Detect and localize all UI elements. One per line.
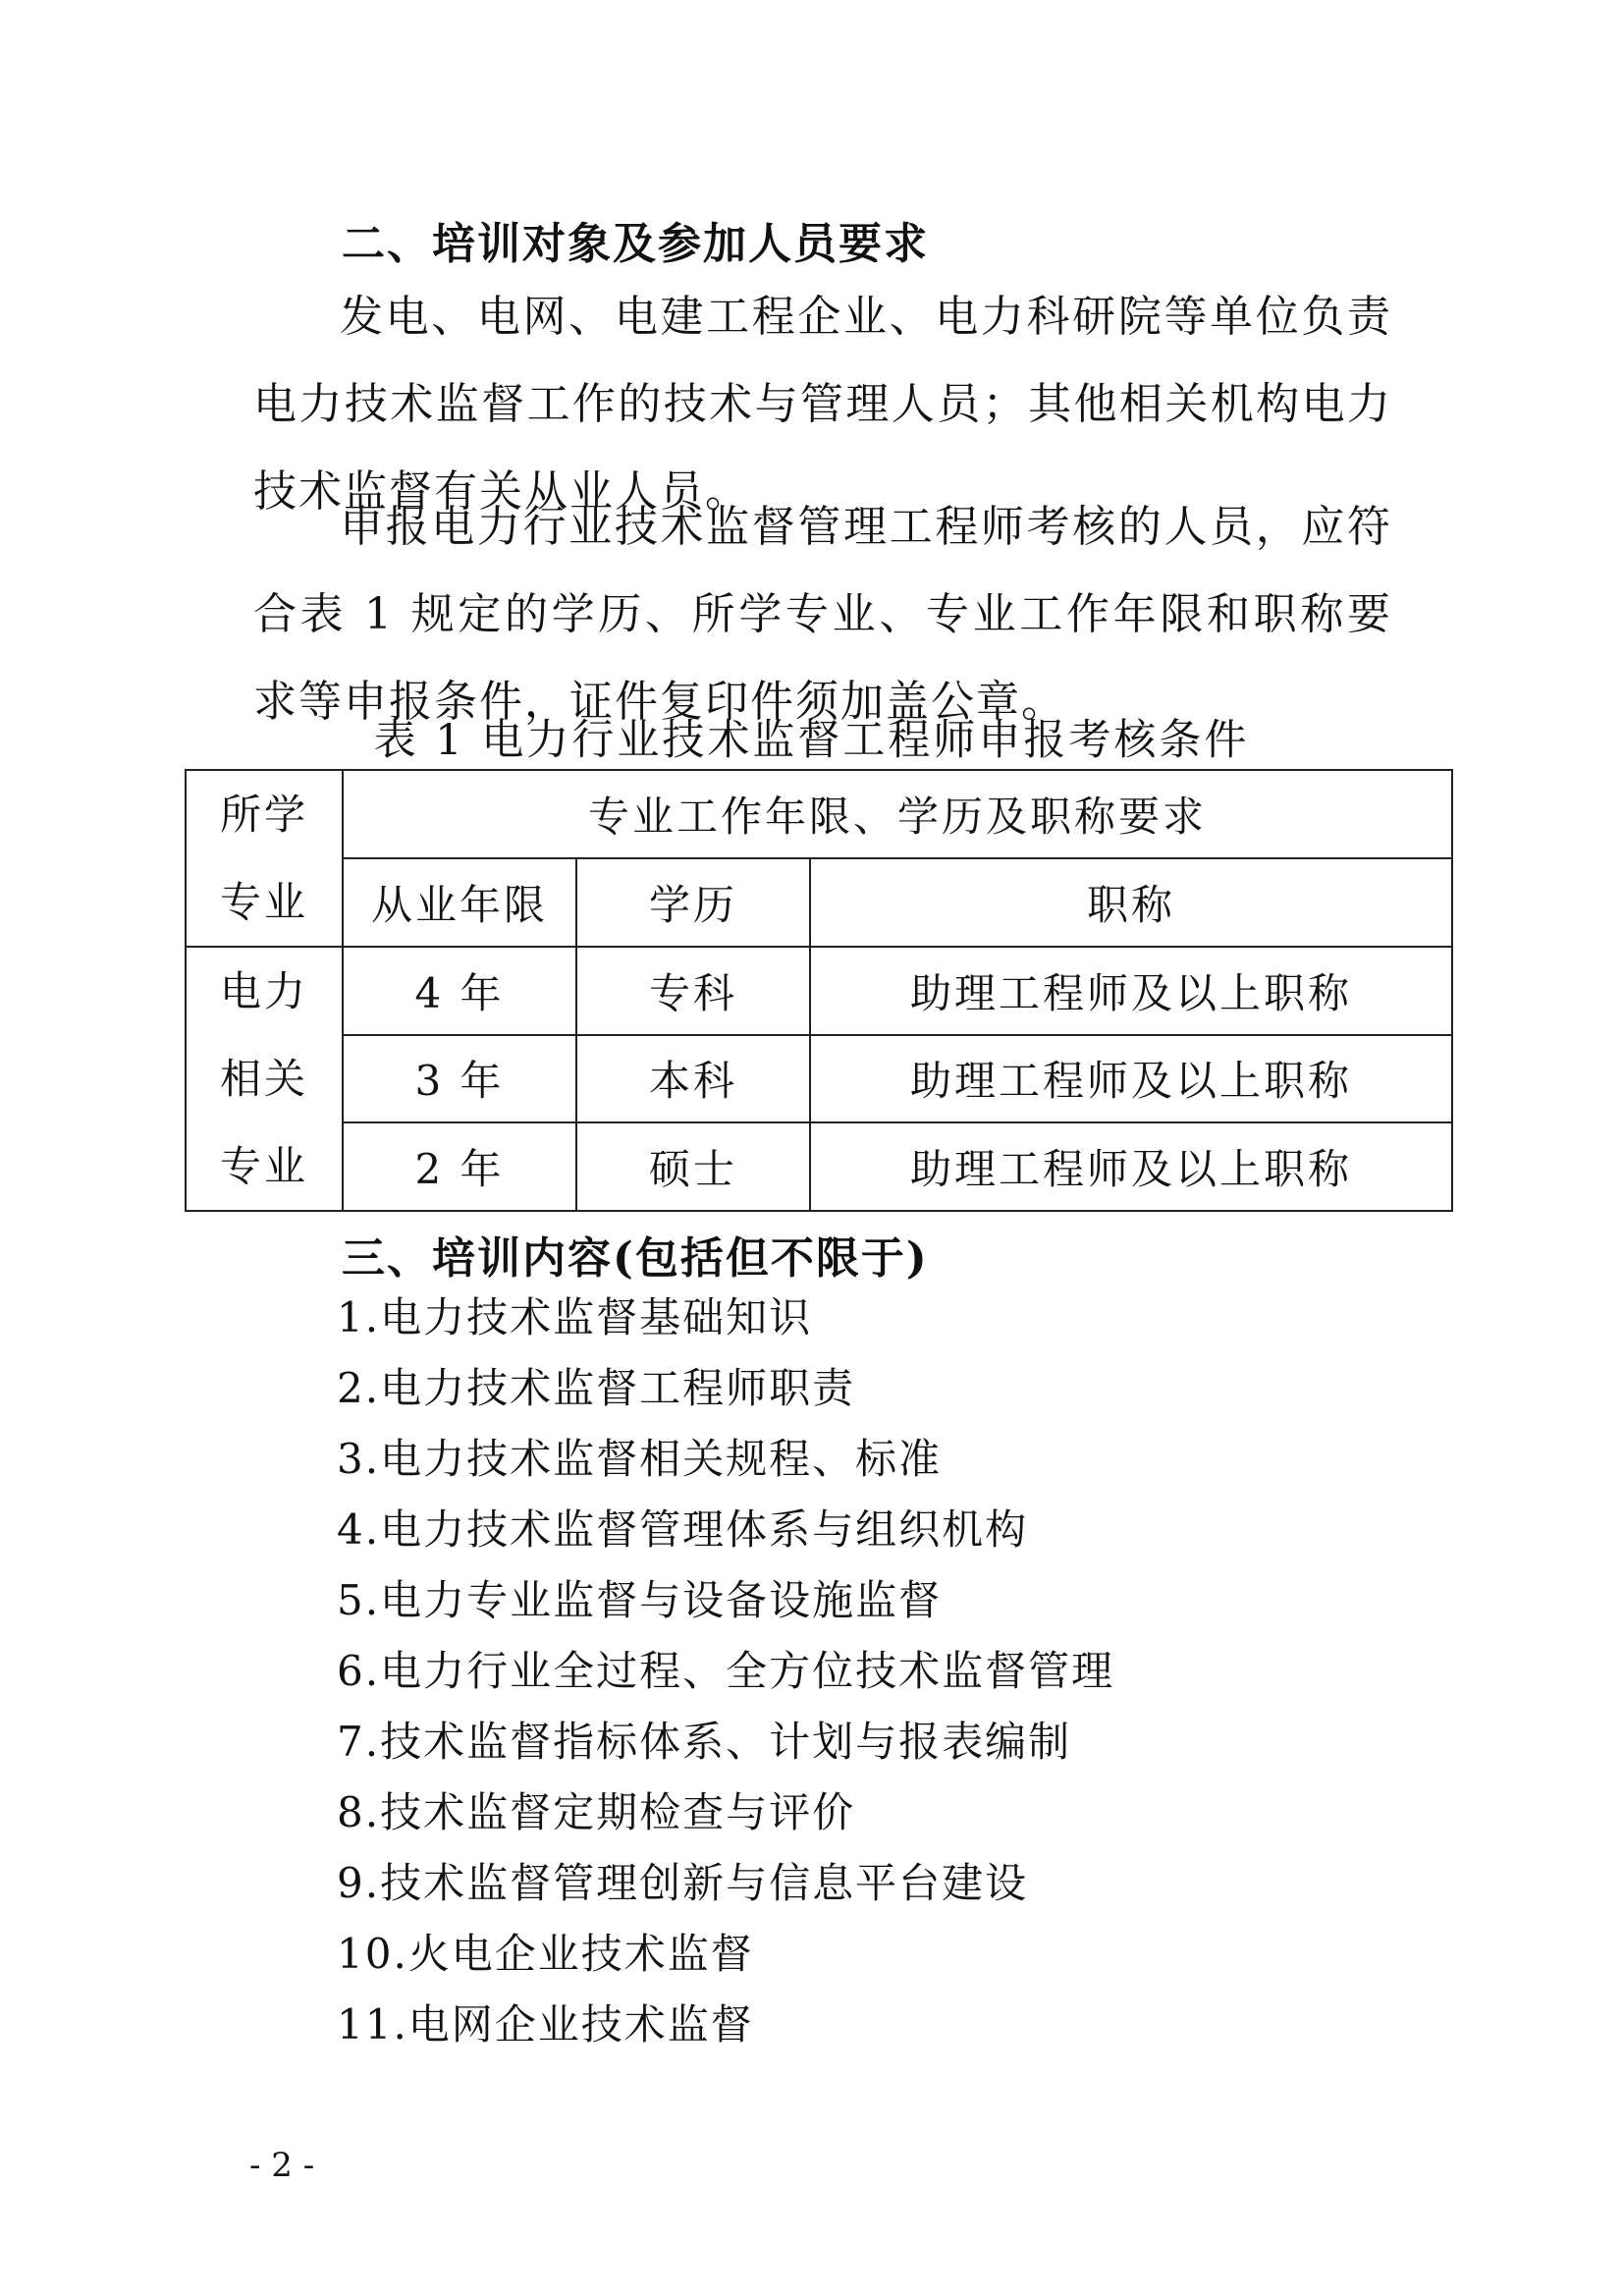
section3-heading: 三、培训内容(包括但不限于) bbox=[342, 1233, 929, 1284]
header-title: 职称 bbox=[810, 858, 1452, 947]
years-cell: 3 年 bbox=[343, 1035, 576, 1123]
section2-heading: 二、培训对象及参加人员要求 bbox=[342, 219, 929, 269]
list-item: 6.电力行业全过程、全方位技术监督管理 bbox=[337, 1647, 1115, 1695]
list-item: 8.技术监督定期检查与评价 bbox=[337, 1788, 856, 1836]
list-item: 4.电力技术监督管理体系与组织机构 bbox=[337, 1505, 1029, 1554]
header-years: 从业年限 bbox=[343, 858, 576, 947]
page-number: - 2 - bbox=[249, 2146, 315, 2185]
list-item: 9.技术监督管理创新与信息平台建设 bbox=[337, 1859, 1029, 1907]
list-item: 3.电力技术监督相关规程、标准 bbox=[337, 1435, 943, 1483]
table-caption: 表 1 电力行业技术监督工程师申报考核条件 bbox=[373, 716, 1250, 765]
major-cell bbox=[186, 947, 343, 1211]
training-content-list bbox=[337, 1283, 1114, 2060]
years-cell: 4 年 bbox=[343, 947, 576, 1035]
title-cell: 助理工程师及以上职称 bbox=[810, 1035, 1452, 1123]
list-item: 11.电网企业技术监督 bbox=[337, 2000, 754, 2049]
header-major-line1: 所学 bbox=[219, 791, 308, 839]
table-header-row bbox=[186, 770, 1452, 858]
list-item: 1.电力技术监督基础知识 bbox=[337, 1293, 813, 1341]
education-cell: 本科 bbox=[576, 1035, 810, 1123]
header-major bbox=[186, 770, 343, 947]
table-row bbox=[186, 1035, 1452, 1123]
table-row bbox=[186, 1122, 1452, 1211]
table-subheader-row bbox=[186, 858, 1452, 947]
section2-paragraph-1: 发电、电网、电建工程企业、电力科研院等单位负责电力技术监督工作的技术与管理人员；其他相关机构电力技术监督有关从业人员。 bbox=[253, 292, 1392, 517]
header-education: 学历 bbox=[576, 858, 810, 947]
table-row bbox=[186, 947, 1452, 1035]
list-item: 10.火电企业技术监督 bbox=[337, 1930, 754, 1978]
major-line3: 专业 bbox=[219, 1142, 308, 1190]
education-cell: 硕士 bbox=[576, 1122, 810, 1211]
section2-paragraph-2: 申报电力行业技术监督管理工程师考核的人员，应符合表 1 规定的学历、所学专业、专业工作年限和职称要求等申报条件，证件复印件须加盖公章。 bbox=[253, 502, 1392, 727]
education-cell: 专科 bbox=[576, 947, 810, 1035]
major-line1: 电力 bbox=[219, 967, 308, 1015]
list-item: 2.电力技术监督工程师职责 bbox=[337, 1364, 856, 1412]
requirements-table bbox=[185, 769, 1453, 1212]
list-item: 7.技术监督指标体系、计划与报表编制 bbox=[337, 1718, 1072, 1766]
header-group: 专业工作年限、学历及职称要求 bbox=[343, 770, 1452, 858]
major-line2: 相关 bbox=[219, 1055, 308, 1103]
title-cell: 助理工程师及以上职称 bbox=[810, 1122, 1452, 1211]
title-cell: 助理工程师及以上职称 bbox=[810, 947, 1452, 1035]
list-item: 5.电力专业监督与设备设施监督 bbox=[337, 1576, 943, 1624]
header-major-line2: 专业 bbox=[219, 878, 308, 926]
years-cell: 2 年 bbox=[343, 1122, 576, 1211]
